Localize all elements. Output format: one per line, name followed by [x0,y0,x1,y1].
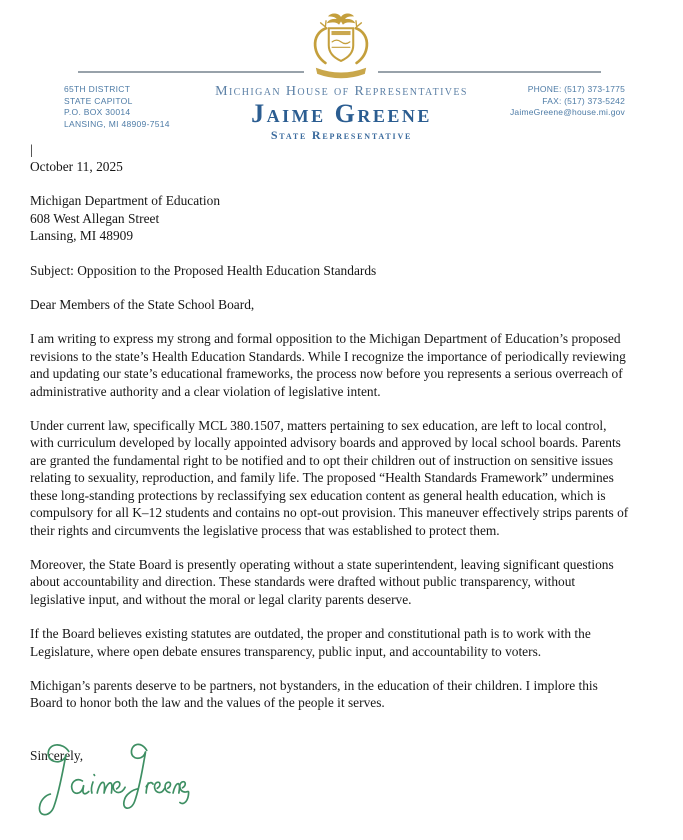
subject-line: Subject: Opposition to the Proposed Health Education Standards [30,262,377,278]
district-line: LANSING, MI 48909-7514 [64,118,170,129]
date-line: October 11, 2025 [30,159,123,174]
paragraph: Michigan’s parents deserve to be partners, not bystanders, in the education of their children. I implore this Board to honor both the law and the values of the people it serves. [30,677,598,711]
recipient-line: Lansing, MI 48909 [30,228,134,244]
district-line: P.O. BOX 30014 [64,107,131,117]
paragraph: Under current law, specifically MCL 380.1507, matters pertaining to sex education, are left to local control, with curriculum developed by locally appointed advisory boards and approved by local school boards. Parents are granted the fundamental right to be notified and to opt their children out of instruction on sensitive issues relating to sexuality, reproduction, and family life. The proposed “Health Standards Framework” undermines these long-standing protections by reclassifying sex education content as general health education, which is compulsory for all K–12 students and contains no opt-out provision. This maneuver effectively strips parents of their rights and circumvents the legislative process that was established to protect them. [30,418,629,538]
michigan-coat-of-arms-icon [307,8,375,90]
caret-line [30,141,630,158]
recipient-line: 608 West Allegan Street [30,210,160,226]
handwritten-signature [34,738,192,826]
phone-line: PHONE: (517) 373-1775 [527,84,625,94]
closing: Sincerely, [30,747,84,763]
representative-name: Jaime Greene [251,99,432,128]
district-line: STATE CAPITOL [64,95,133,106]
email-line: JaimeGreene@house.mi.gov [509,107,625,117]
fax-line: FAX: (517) 373-5242 [542,95,625,106]
salutation: Dear Members of the State School Board, [30,297,255,313]
organization-title: Michigan House of Representatives [215,84,468,99]
recipient-address-block [30,192,630,244]
representative-title: State Representative [270,128,413,142]
paragraph: If the Board believes existing statutes are outdated, the proper and constitutional path is to work with the Legislature, where open debate ensures transparency, public input, and accountability to voters. [30,626,591,659]
letterhead [0,0,683,145]
divider-line-left [78,71,304,73]
district-line: 65TH DISTRICT [64,84,131,94]
paragraph: Moreover, the State Board is presently operating without a state superintendent, leaving significant questions about accountability and direction. These standards were drafted without public transparency, without legislative input, and without the moral or legal clarity parents deserve. [30,556,614,607]
paragraph: I am writing to express my strong and formal opposition to the Michigan Department of Education’s proposed revisions to the state’s Health Education Standards. While I recognize the importance of periodically reviewing and updating our state’s educational frameworks, the process now before you represents a serious overreach of administrative authority and a clear violation of legislative intent. [30,331,626,399]
text-caret: | [30,142,33,157]
letter-body[interactable] [30,141,630,764]
recipient-line: Michigan Department of Education [30,193,221,209]
divider-line-right [378,71,601,73]
